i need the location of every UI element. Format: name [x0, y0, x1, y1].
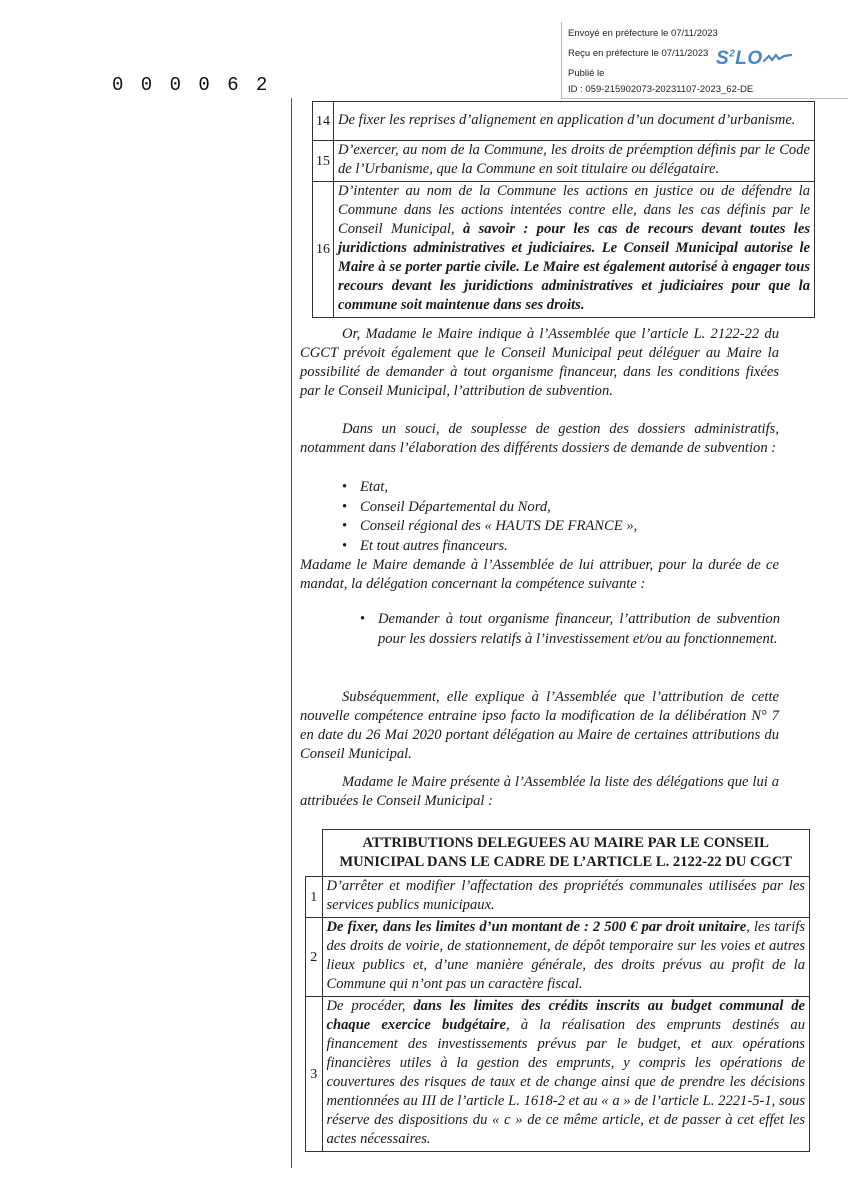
- list-item: • Etat,: [342, 478, 637, 498]
- stamp-published: Publié le: [568, 68, 605, 79]
- table-row: [313, 102, 815, 141]
- list-item: • Et tout autres financeurs.: [342, 537, 637, 557]
- document-number: 0 0 0 0 6 2: [112, 74, 271, 96]
- table-row: [306, 997, 810, 1152]
- list-item: • Demander à tout organisme financeur, l’attribution de subvention pour les dossiers relatifs à l’investissement et/ou au fonctionnement.: [360, 610, 780, 649]
- paragraph-liste: Madame le Maire présente à l’Assemblée la liste des délégations que lui a attribuées le Conseil Municipal :: [300, 774, 779, 809]
- row-number: 14: [313, 102, 334, 141]
- list-item: • Conseil régional des « HAUTS DE FRANCE »,: [342, 517, 637, 537]
- competence-list: [360, 610, 780, 649]
- paragraph-subsequemment: Subséquemment, elle explique à l’Assemblée que l’attribution de cette nouvelle compétence entraine ipso facto la modification de la délibération N° 7 en date du 26 Mai 2020 portant délégation au Maire de certaines attributions du Conseil Municipal.: [300, 689, 779, 762]
- paragraph-souplesse: Dans un souci, de souplesse de gestion des dossiers administratifs, notamment dans l’élaboration des différents dossiers de demande de subvention :: [300, 421, 779, 456]
- row-text: De procéder, dans les limites des crédits inscrits au budget communal de chaque exercice budgétaire, à la réalisation des emprunts destinés au financement des investissements prévus par le budget, et aux opérations financières utiles à la gestion des emprunts, y compris les opérations de couvertures des risques de taux et de change ainsi que de prendre les décisions mentionnées au III de l’article L. 1618-2 et au « a » de l’article L. 2221-5-1, sous réserve des dispositions du « c » de ce même article, et de passer à cet effet les actes nécessaires.: [322, 997, 810, 1152]
- row-number: 16: [313, 182, 334, 318]
- row-text: De fixer, dans les limites d’un montant de : 2 500 € par droit unitaire, les tarifs des droits de voirie, de stationnement, de dépôt temporaire sur les voies et autres lieux publics et, d’une manière générale, des droits prévus au profit de la Commune qui n’ont pas un caractère fiscal.: [322, 918, 810, 997]
- table-heading: ATTRIBUTIONS DELEGUEES AU MAIRE PAR LE CONSEIL MUNICIPAL DANS LE CADRE DE L’ARTICLE L. 2122-22 DU CGCT: [322, 830, 810, 877]
- row-text: D’arrêter et modifier l’affectation des propriétés communales utilisées par les services publics municipaux.: [322, 877, 810, 918]
- prefecture-stamp: [561, 22, 848, 99]
- table-row: [306, 918, 810, 997]
- table-header-row: [306, 830, 810, 877]
- row-number: 2: [306, 918, 323, 997]
- stamp-id: ID : 059-215902073-20231107-2023_62-DE: [568, 84, 754, 95]
- list-item: • Conseil Départemental du Nord,: [342, 498, 637, 518]
- logo-swoosh-icon: [763, 53, 793, 65]
- table-row: [313, 182, 815, 318]
- row-text: De fixer les reprises d’alignement en application d’un document d’urbanisme.: [334, 102, 815, 141]
- paragraph-article-l2122: Or, Madame le Maire indique à l’Assemblée que l’article L. 2122-22 du CGCT prévoit également que le Conseil Municipal peut déléguer au Maire la possibilité de demander à tout organisme financeur, dans les conditions fixées par le Conseil Municipal, l’attribution de subvention.: [300, 326, 779, 399]
- table-row: [313, 141, 815, 182]
- s2low-logo: $S^2LO$: [716, 48, 793, 70]
- row-text: D’intenter au nom de la Commune les actions en justice ou de défendre la Commune dans les actions intentées contre elle, dans les cas définis par le Conseil Municipal, à savoir : pour les cas de recours devant toutes les juridictions administratives et judiciaires. Le Conseil Municipal autorise le Maire à se porter partie civile. Le Maire est également autorisé à engager tous recours devant les juridictions administratives et judiciaires pour que la commune soit maintenue dans ses droits.: [334, 182, 815, 318]
- stamp-sent-date: Envoyé en préfecture le 07/11/2023: [568, 28, 718, 39]
- delegations-table: [305, 829, 810, 1152]
- row-number: 1: [306, 877, 323, 918]
- financeurs-list: [342, 478, 637, 556]
- row-text: D’exercer, au nom de la Commune, les droits de préemption définis par le Code de l’Urbanisme, que la Commune en soit titulaire ou délégataire.: [334, 141, 815, 182]
- paragraph-demande: Madame le Maire demande à l’Assemblée de lui attribuer, pour la durée de ce mandat, la délégation concernant la compétence suivante :: [300, 557, 779, 592]
- margin-rule: [291, 98, 292, 1168]
- row-number: 3: [306, 997, 323, 1152]
- table-row: [306, 877, 810, 918]
- delegations-table-continued: [312, 101, 815, 318]
- stamp-received-date: Reçu en préfecture le 07/11/2023: [568, 48, 709, 59]
- row-number: 15: [313, 141, 334, 182]
